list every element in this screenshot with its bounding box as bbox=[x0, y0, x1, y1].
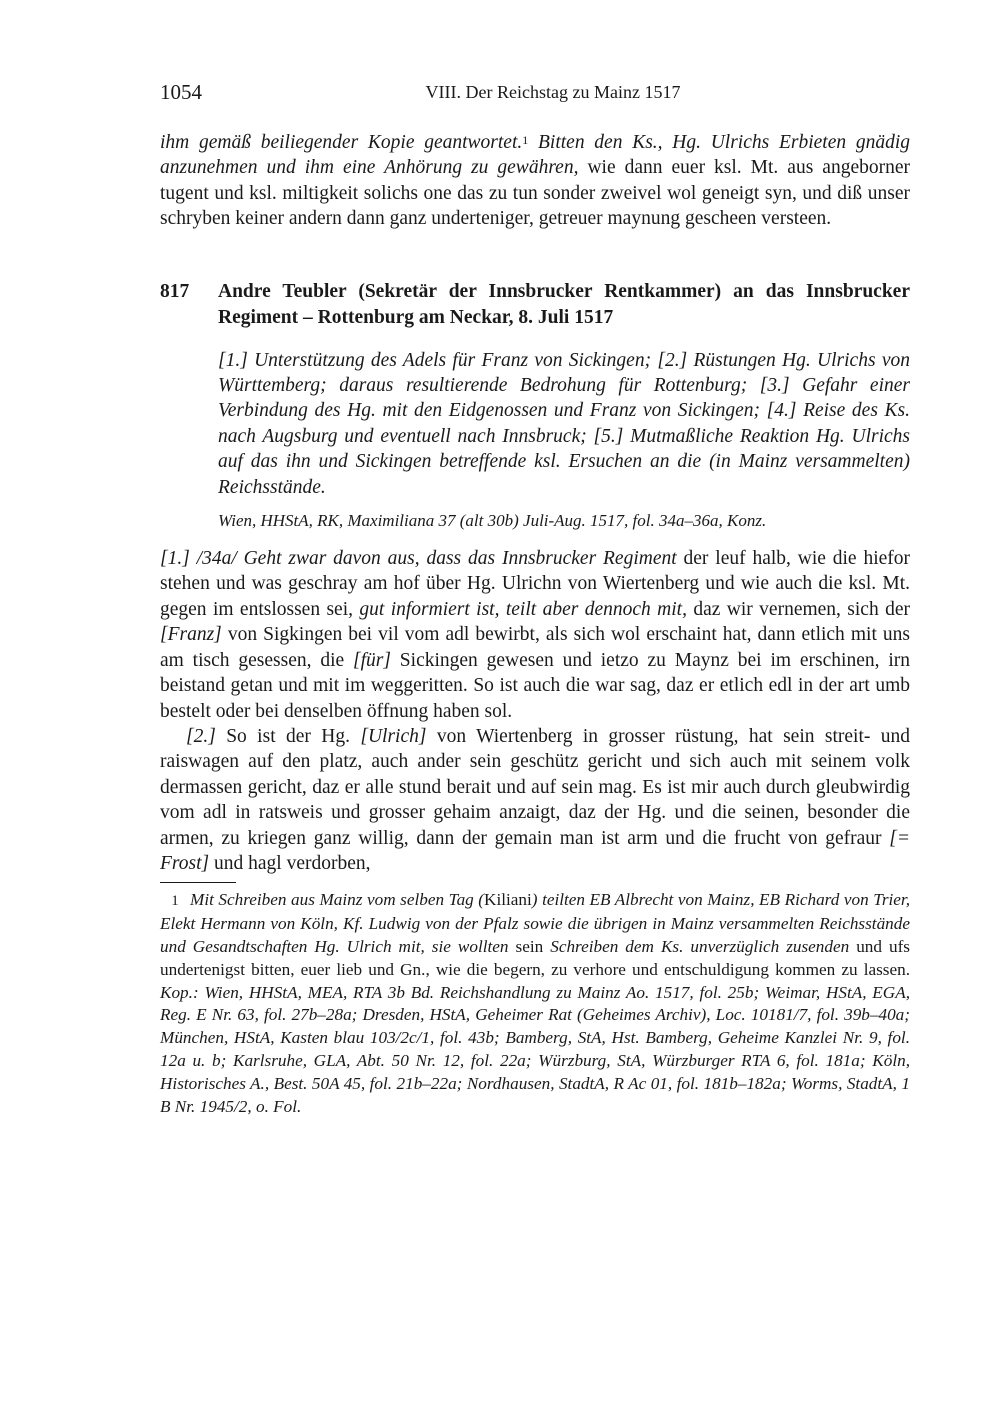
intro-italic-2: Bitten den Ks., Hg. Ulrichs Erbieten gnädig anzunehmen und ihm eine Anhörung zu gewähren, bbox=[160, 132, 911, 179]
text-run: Sickingen gewesen und ietzo zu Maynz bei im erschinen, irn beistand getan und mit im weggeritten. So ist auch die war sag, daz er etlich edl in der art umb bestelt oder bei denselben öffnung haben sol. bbox=[160, 649, 910, 722]
intro-italic-1: ihm gemäß beiliegender Kopie geantwortet. bbox=[160, 132, 523, 153]
text-run: , gut informiert ist, teilt aber dennoch mit, bbox=[348, 598, 687, 620]
text-run: [für] bbox=[353, 649, 391, 671]
text-run: Schreiben dem Ks. unverzüglich zusenden bbox=[550, 936, 850, 956]
text-run: So ist der Hg. bbox=[215, 725, 361, 747]
page-number: 1054 bbox=[160, 80, 202, 104]
body-paragraph-1 bbox=[160, 546, 910, 724]
text-run: daz wir vernemen, sich der bbox=[686, 598, 911, 620]
text-run: ) teilten EB Albrecht von Mainz, EB Richard von Trier, Elekt Hermann von Köln, Kf. Ludwig von der Pfalz sowie die übrigen in Mainz versammelten Reichsstände und Gesandtschaften Hg. Ulrich mit, sie wollten bbox=[160, 890, 911, 956]
text-run: sein bbox=[508, 936, 551, 956]
text-run: [= Frost] bbox=[160, 827, 910, 874]
footnote-reference[interactable]: 1 bbox=[522, 133, 529, 147]
document-source: Wien, HHStA, RK, Maximiliana 37 (alt 30b) Juli-Aug. 1517, fol. 34a–36a, Konz. bbox=[218, 511, 767, 531]
footnote-divider bbox=[160, 882, 236, 883]
text-run: der leuf halb, wie die hiefor stehen und was geschray am hof über Hg. Ulrichn von Wiertenberg und wie auch die ksl. Mt. gegen im entslossen sei bbox=[160, 548, 910, 620]
text-run: und ufs undertenigst bitten, euer lieb und Gn., wie die begern, zu verhore und entschuldigung kommen zu lassen. bbox=[160, 936, 910, 979]
document-page bbox=[160, 78, 910, 1118]
footnote-1 bbox=[160, 889, 910, 1118]
text-run: Kiliani bbox=[484, 890, 532, 910]
document-heading bbox=[160, 279, 910, 331]
text-run: und hagl verdorben, bbox=[209, 852, 371, 874]
document-title: Andre Teubler (Sekretär der Innsbrucker Rentkammer) an das Innsbrucker Regiment – Rottenburg am Neckar, 8. Juli 1517 bbox=[218, 280, 910, 328]
footnote-marker: 1 bbox=[171, 893, 179, 910]
text-run: [2.] bbox=[186, 725, 216, 747]
text-run: [1.] /34a/ Geht zwar davon aus, dass das Innsbrucker Regiment bbox=[160, 548, 677, 570]
page-header bbox=[160, 78, 910, 108]
document-regest: [1.] Unterstützung des Adels für Franz von Sickingen; [2.] Rüstungen Hg. Ulrichs von Württemberg; daraus resultierende Bedrohung für Rottenburg; [3.] Gefahr einer Verbindung des Hg. mit den Eidgenossen und Franz von Sickingen; [4.] Reise des Ks. nach Augsburg und eventuell nach Innsbruck; [5.] Mutmaßliche Reaktion Hg. Ulrichs auf das ihn und Sickingen betreffende ksl. Ersuchen an die (in Mainz versammelten) Reichsstände. bbox=[218, 349, 910, 498]
text-run: von Sigkingen bei vil vom adl bewirbt, als sich wol erschaint hat, dann etlich mit uns am tisch gesessen, die bbox=[160, 624, 910, 671]
body-paragraph-2 bbox=[160, 724, 910, 876]
text-run: Kop.: Wien, HHStA, MEA, RTA 3b Bd. Reichshandlung zu Mainz Ao. 1517, fol. 25b; Weimar, HStA, EGA, Reg. E Nr. 63, fol. 27b–28a; Dresden, HStA, Geheimer Rat (Geheimes Archiv), Loc. 10181/7, fol. 39b–40a; München, HStA, Kasten blau 103/2c/1, fol. 43b; Bamberg, StA, Hst. Bamberg, Geheime Kanzlei Nr. 9, fol. 12a u. b; Karlsruhe, GLA, Abt. 50 Nr. 12, fol. 22a; Würzburg, StA, Würzburger RTA 6, fol. 181a; Köln, Historisches A., Best. 50A 45, fol. 21b–22a; Nordhausen, StadtA, R Ac 01, fol. 181b–182a; Worms, StadtA, 1 B Nr. 1945/2, o. Fol. bbox=[160, 982, 910, 1116]
text-run: von Wiertenberg in grosser rüstung, hat sein streit- und raiswagen auf den platz, auch ander sein geschütz gericht und sich auch mit seinem volk dermassen gericht, daz er alle stund berait und auf sein mag. Es ist mir auch durch gleubwirdig vom adl in ratsweis und grosser gehaim anzaigt, daz der Hg. und die seinen, besonder die armen, zu kriegen ganz willig, dann der gemain man ist arm und die frucht von gefraur bbox=[160, 725, 910, 849]
text-run: Mit Schreiben aus Mainz vom selben Tag ( bbox=[190, 890, 485, 910]
running-head: VIII. Der Reichstag zu Mainz 1517 bbox=[425, 82, 681, 102]
text-run: [Franz] bbox=[160, 624, 222, 646]
intro-paragraph bbox=[160, 130, 910, 232]
intro-roman: wie dann euer ksl. Mt. aus angeborner tugent und ksl. miltigkeit solichs one das zu tun sonder zweivel wol geneigt syn, und diß unser schryben keiner andern dann ganz underteniger, getreuer maynung gescheen versteen. bbox=[160, 157, 910, 230]
document-number: 817 bbox=[160, 280, 190, 302]
text-run: [Ulrich] bbox=[360, 725, 427, 747]
